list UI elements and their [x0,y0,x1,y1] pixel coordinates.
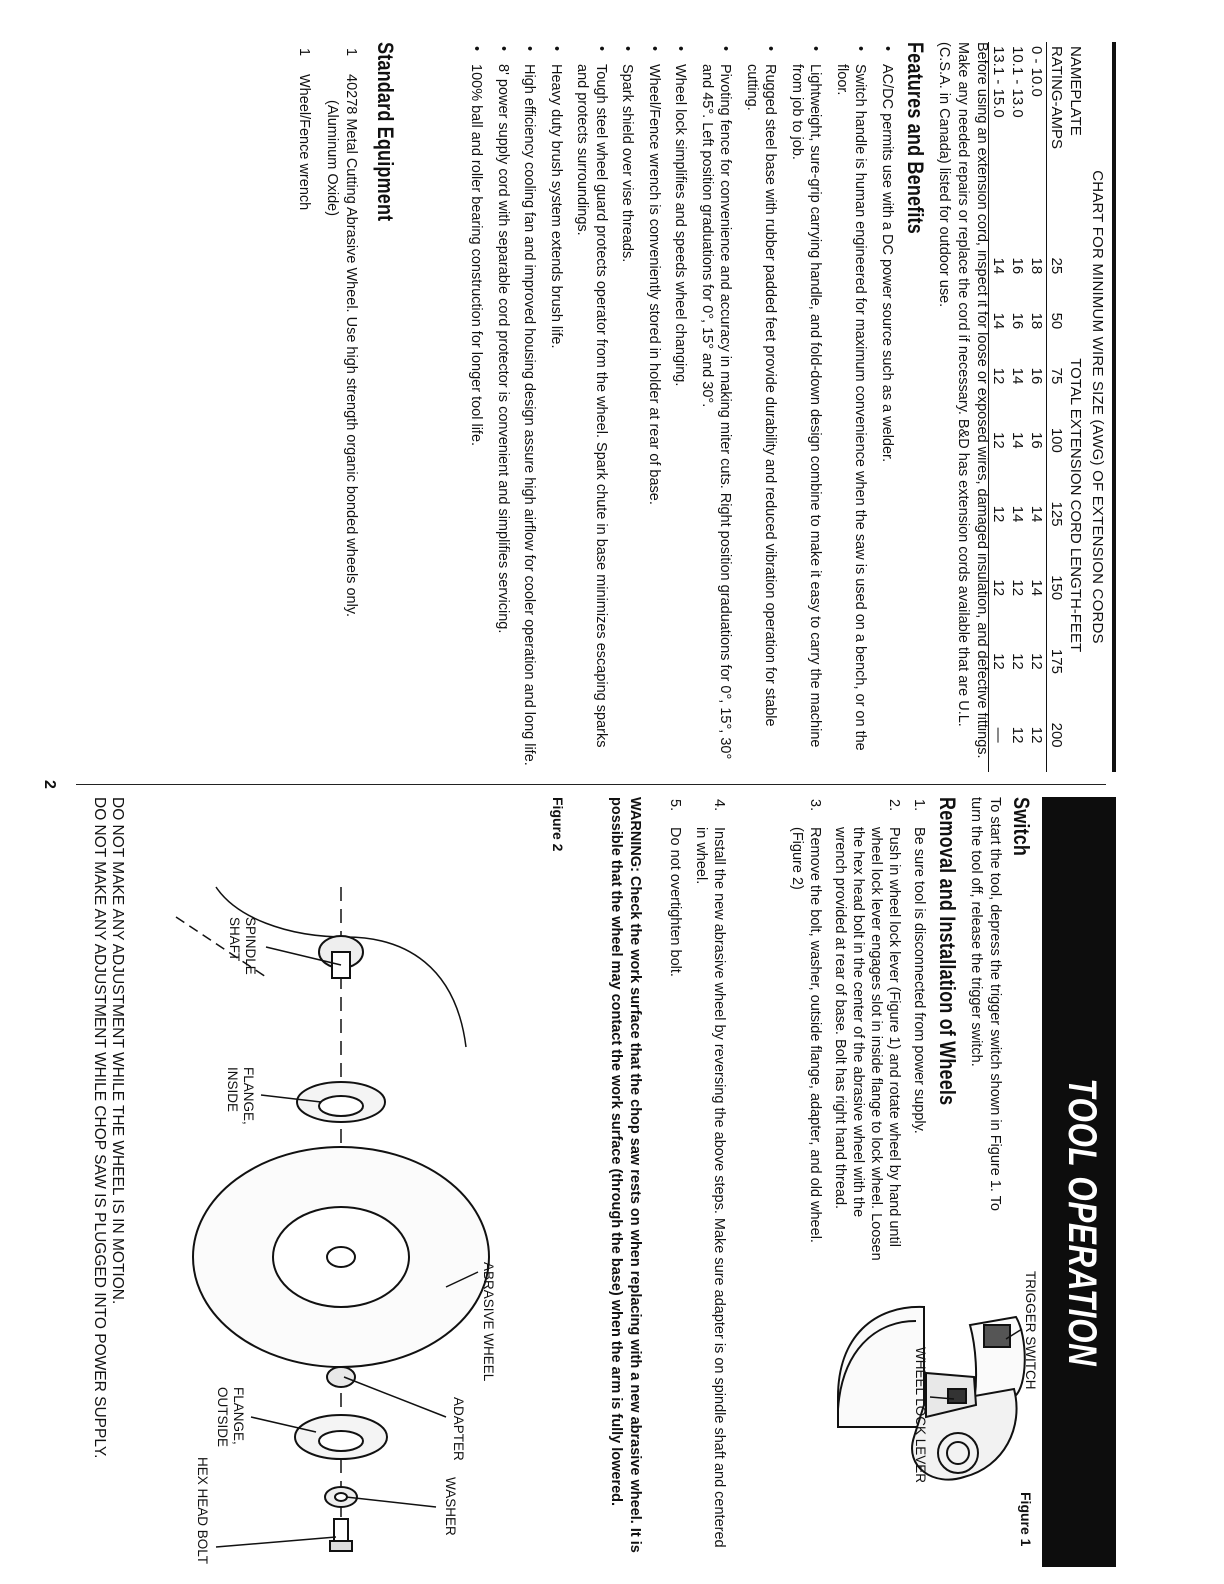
figure1-label: Figure 1 [1018,1492,1034,1547]
list-item [831,797,903,1267]
length-header: 25 [1047,238,1067,293]
outside-flange-shape [295,1415,387,1459]
list-item [467,42,486,772]
spindle-label-1: SPINDLE [243,917,258,975]
awg-cell: 12 [1009,726,1026,744]
bullet-icon: • [762,46,779,52]
feature-text: Tough steel wheel guard protects operator from the wheel. Spark chute in base minimizes escaping sparks and protects surroundings. [574,64,609,748]
awg-cell: 16 [1009,257,1026,275]
washer-label: WASHER [443,1477,458,1536]
flange-outside-label-2: OUTSIDE [215,1387,230,1448]
list-item [323,42,360,772]
chart-title: CHART FOR MINIMUM WIRE SIZE (AWG) OF EXTENSION CORDS [1089,170,1106,644]
adapter-callout-line [344,1377,446,1417]
switch-text: To start the tool, depress the trigger switch shown in Figure 1. To turn the tool off, release the trigger switch. [968,797,1003,1211]
bullet-icon: • [593,46,609,52]
washer-callout-line [346,1497,436,1507]
list-item [295,42,314,772]
awg-cell: 18 [1028,312,1045,330]
bullet-icon: • [495,46,511,52]
extension-cord-note: Before using an extension cord, inspect it for loose or exposed wires, damaged insulation, and defective fittings. Make any needed repairs or replace the cord if necessary. B&D has extension cords available that are U.L. (C.S.A. in Canada) listed for outdoor use. [936,42,990,759]
feature-text: Rugged steel base with rubber padded feet provide durability and reduced vibration operation for stable cutting. [744,64,779,727]
feature-text: Spark shield over vise threads. [619,64,636,263]
feature-text: Wheel lock simplifies and speeds wheel changing. [672,64,689,387]
trigger-switch-callout: TRIGGER SWITCH [1023,1271,1038,1390]
bullet-icon: • [468,46,485,52]
adjustment-notice [90,797,126,1557]
length-header: 75 [1047,348,1067,403]
adapter-label: ADAPTER [451,1397,466,1461]
bullet-icon: • [672,46,689,52]
list-item [573,42,610,772]
table-row [1008,42,1027,772]
amps-cell: 10.1 - 13.0 [1009,46,1026,118]
step-number: 4. [711,799,727,812]
standard-equipment-heading: Standard Equipment [373,42,398,222]
header-nameplate: NAMEPLATE [1067,46,1084,136]
feature-text: Wheel/Fence wrench is conveniently stored in holder at rear of base. [646,64,662,505]
hex-head-bolt-label: HEX HEAD BOLT [195,1457,210,1565]
header-span: TOTAL EXTENSION CORD LENGTH-FEET [1067,358,1084,653]
table-row [1027,42,1047,772]
awg-cell: 14 [1028,579,1045,597]
list-item [618,42,637,772]
bullet-icon: • [717,46,734,52]
step-text: Remove the bolt, washer, outside flange, adapter, and old wheel. (Figure 2) [789,827,823,1243]
step-number: 2. [886,799,902,812]
wheel-lock-lever-shape [948,1389,966,1403]
trigger-switch-shape [984,1325,1010,1347]
removal-steps-continued [658,797,728,1557]
right-column [56,797,1116,1567]
feature-text: Lightweight, sure-grip carrying handle, and fold-down design combine to make it easy to carry the machine from job to job. [789,64,824,748]
awg-cell: 18 [1028,257,1045,275]
feature-text: 100% ball and roller bearing construction for longer tool life. [468,64,485,447]
inside-flange-shape [297,1082,385,1122]
wire-size-table [988,42,1085,772]
step-text: Push in wheel lock lever (Figure 1) and rotate wheel by hand until wheel lock lever engages slot in inside flange to lock wheel. Loosen the hex head bolt in the center of the abrasive wheel with the wrench provided at rear of base. Bolt has right hand thread. [832,827,902,1261]
abrasive-wheel-label: ABRASIVE WHEEL [481,1262,496,1382]
step-text: Do not overtighten bolt. [667,827,683,977]
awg-cell: 14 [989,238,1009,293]
length-header: 125 [1047,477,1067,551]
amps-cell: 13.1 - 15.0 [989,42,1009,238]
header-rating-amps: RATING-AMPS [1047,42,1067,238]
figure2-illustration [136,857,516,1565]
awg-cell: 16 [1028,432,1045,449]
flange-outside-label-1: FLANGE, [231,1387,246,1445]
spindle-shaft-shape [319,936,363,978]
step-text: Be sure tool is disconnected from power supply. [911,827,927,1134]
bullet-icon: • [879,46,895,52]
bolt-callout-line [216,1537,336,1547]
removal-steps [781,797,928,1267]
feature-text: 8' power supply cord with separable cord protector is convenient and simplifies servicing. [495,64,511,634]
length-header: 50 [1047,293,1067,348]
amps-cell: 0 - 10.0 [1028,46,1045,97]
awg-cell: 14 [989,293,1009,348]
page-number: 2 [41,780,58,789]
list-item [547,42,566,772]
list-item [910,797,928,1267]
bullet-icon: • [807,46,824,52]
awg-cell: 12 [1028,653,1045,670]
list-item [878,42,897,772]
feature-text: High efficiency cooling fan and improved housing design assure high airflow for cooler operation and long life. [521,64,538,766]
awg-cell: 12 [989,625,1009,699]
equipment-text: 40278 Metal Cutting Abrasive Wheel. Use high strength organic bonded wheels only. [343,74,359,617]
list-item [833,42,870,772]
bullet-icon: • [646,46,662,52]
step-number: 3. [807,799,823,812]
abrasive-wheel-shape [193,1147,489,1367]
feature-text: AC/DC permits use with a DC power source such as a welder. [879,64,895,463]
bullet-icon: • [521,46,538,52]
step-text: Install the new abrasive wheel by reversing the above steps. Make sure adapter is on spindle shaft and centered in wheel. [693,827,727,1548]
list-item [666,797,684,1557]
list-item [520,42,539,772]
step-number: 1. [911,799,927,812]
rotated-page [41,42,1116,1565]
adapter-shape [327,1367,355,1387]
awg-cell: 14 [1009,505,1026,523]
list-item [743,42,780,772]
figure2-label: Figure 2 [550,797,566,852]
awg-cell: 12 [1028,726,1045,744]
list-item [645,42,664,772]
saw-guard-shape [838,1307,924,1427]
awg-cell: 14 [1009,432,1026,449]
warning-text: WARNING: Check the work surface that the chop saw rests on when replacing with a new abrasive wheel. It is possible that the wheel may contact the work surface (through the base) when the arm is fully lowered. [608,797,643,1553]
standard-equipment-list [285,42,361,772]
equipment-subtext: (Aluminum Oxide) [324,100,341,217]
bullet-icon: • [852,46,869,52]
quantity: 1 [296,48,312,57]
switch-heading: Switch [1009,797,1034,857]
awg-cell: 12 [1009,653,1026,670]
left-column [56,42,1116,772]
removal-heading: Removal and Installation of Wheels [935,797,960,1106]
column-divider [76,784,1106,785]
step-number: 5. [667,799,683,812]
tool-operation-banner [1042,797,1116,1567]
feature-text: Heavy duty brush system extends brush life. [548,64,564,349]
spindle-label-2: SHAFT [227,917,242,962]
feature-text: Switch handle is human engineered for maximum convenience when the saw is used on a bench, or on the floor. [834,64,869,751]
bullet-icon: • [619,46,636,52]
list-item [671,42,690,772]
length-header: 150 [1047,551,1067,625]
list-item [698,42,735,772]
length-header: 175 [1047,625,1067,699]
figure1-illustration [834,1271,1038,1507]
features-heading: Features and Benefits [903,42,928,234]
awg-cell: 12 [989,551,1009,625]
features-list [459,42,896,772]
table-row [989,42,1009,772]
wire-size-chart [988,42,1116,772]
awg-cell: 12 [989,404,1009,478]
awg-cell: 14 [1009,367,1026,385]
quantity: 1 [343,48,359,57]
hex-head-bolt-shape [330,1519,352,1551]
length-header: 100 [1047,404,1067,478]
awg-cell: 12 [1009,579,1026,597]
bullet-icon: • [548,46,564,52]
list-item [692,797,728,1557]
awg-cell: 16 [1009,312,1026,330]
awg-cell: — [989,698,1009,772]
notice-line: DO NOT MAKE ANY ADJUSTMENT WHILE THE WHEEL IS IN MOTION. [109,797,126,1305]
flange-inside-label-1: FLANGE, [241,1067,256,1125]
list-item [494,42,513,772]
length-header: 200 [1047,698,1067,772]
page-title: TOOL OPERATION [1060,1078,1104,1367]
list-item [788,42,825,772]
wheel-lock-lever-callout: WHEEL LOCK LEVER [913,1347,928,1484]
awg-cell: 12 [989,477,1009,551]
flange-inside-label-2: INSIDE [225,1067,240,1113]
awg-cell: 16 [1028,367,1045,385]
list-item [788,797,824,1267]
equipment-text: Wheel/Fence wrench [296,74,312,211]
feature-text: Pivoting fence for convenience and accuracy in making miter cuts. Right position graduations for 0°, 15°, 30° and 45°. Left position graduations for 0°, 15° and 30°. [699,64,734,760]
notice-line: DO NOT MAKE ANY ADJUSTMENT WHILE CHOP SAW IS PLUGGED INTO POWER SUPPLY. [91,797,108,1459]
awg-cell: 14 [1028,505,1045,523]
awg-cell: 12 [989,348,1009,403]
